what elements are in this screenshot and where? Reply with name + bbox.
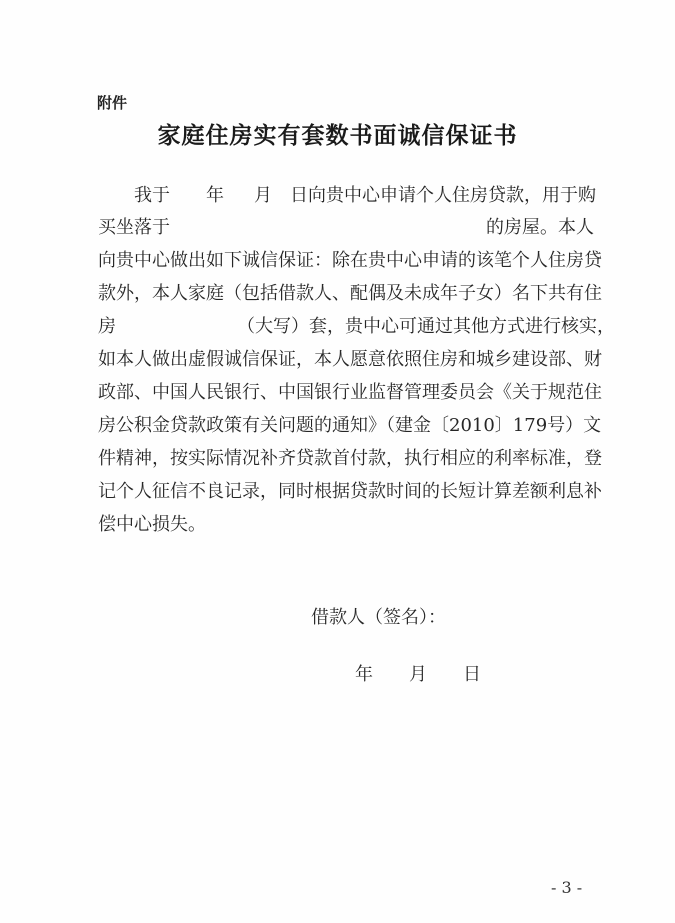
body-line-8: 房公积金贷款政策有关问题的通知》（建金〔2010〕179号）文 <box>98 415 602 436</box>
signature-day-label: 日 <box>463 664 481 685</box>
body-line-4: 款外，本人家庭（包括借款人、配偶及未成年子女）名下共有住 <box>98 283 602 304</box>
body-line-5-end: （大写）套，贵中心可通过其他方式进行核实， <box>237 316 615 337</box>
body-line-1-start: 我于 <box>134 185 170 206</box>
body-line-9: 件精神，按实际情况补齐贷款首付款，执行相应的利率标准，登 <box>98 448 602 469</box>
body-line-6: 如本人做出虚假诚信保证，本人愿意依照住房和城乡建设部、财 <box>98 349 602 370</box>
attachment-label: 附件 <box>97 94 128 112</box>
borrower-signature-label: 借款人（签名）： <box>311 607 446 628</box>
signature-month-label: 月 <box>409 664 427 685</box>
body-line-1-year: 年 <box>206 185 224 206</box>
body-line-3: 向贵中心做出如下诚信保证：除在贵中心申请的该笔个人住房贷 <box>98 250 602 271</box>
body-line-5-start: 房 <box>98 316 116 337</box>
page-number: - 3 - <box>551 878 583 897</box>
document-title: 家庭住房实有套数书面诚信保证书 <box>157 123 518 149</box>
body-line-11: 偿中心损失。 <box>98 514 206 535</box>
body-line-2-start: 买坐落于 <box>98 217 170 238</box>
body-line-1-month: 月 <box>254 185 272 206</box>
body-line-2-end: 的房屋。本人 <box>486 217 594 238</box>
signature-year-label: 年 <box>355 664 373 685</box>
body-line-1-end: 日向贵中心申请个人住房贷款，用于购 <box>290 185 596 206</box>
body-line-7: 政部、中国人民银行、中国银行业监督管理委员会《关于规范住 <box>98 382 602 403</box>
body-line-10: 记个人征信不良记录，同时根据贷款时间的长短计算差额利息补 <box>98 481 602 502</box>
